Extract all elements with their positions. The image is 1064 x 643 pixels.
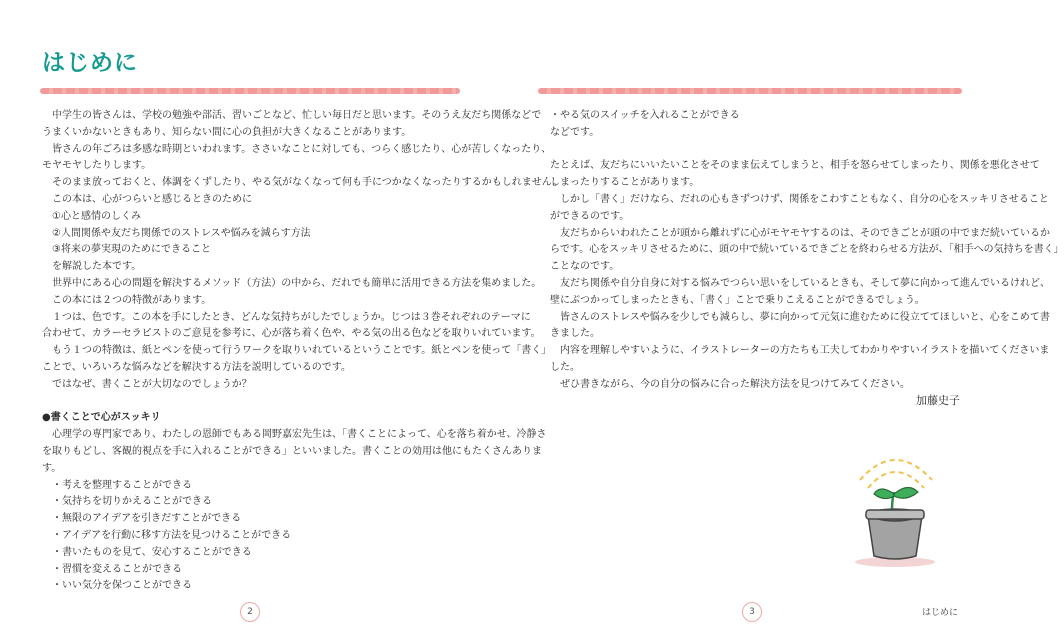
text-line: 壁にぶつかってしまったときも、「書く」ことで乗りこえることができるでしょう。	[550, 294, 925, 306]
bullet-item: ・無限のアイデアを引きだすことができる	[52, 513, 242, 525]
text-line: この本には２つの特徴があります。	[52, 294, 212, 306]
text-line: 皆さんのストレスや悩みを少しでも減らし、夢に向かって元気に進むために役立ててほしいと、心をこめて書	[560, 311, 1050, 323]
text-line: たとえば、友だちにいいたいことをそのまま伝えてしまうと、相手を怒らせてしまったり、関係を悪化させて	[550, 160, 1040, 172]
text-line: を解説した本です。	[52, 261, 142, 273]
text-line: しかし「書く」だけなら、だれの心もきずつけず、関係をこわすこともなく、自分の心をスッキリさせること	[560, 193, 1049, 205]
right-body-text	[550, 108, 1064, 394]
right-page	[500, 0, 1064, 643]
text-line: 中学生の皆さんは、学校の勉強や部活、習いごとなど、忙しい毎日だと思います。そのうえ友だち関係などで	[52, 110, 542, 121]
bullet-item: ・やる気のスイッチを入れることができる	[550, 110, 740, 121]
text-line: などです。	[550, 126, 600, 138]
bullet-item: ・気持ちを切りかえることができる	[52, 496, 212, 508]
text-line: す。	[42, 462, 62, 474]
text-line: を取りもどし、客観的視点を手に入れることができる」といいました。書くことの効用は他にもたくさんありま	[42, 445, 542, 457]
text-line: 皆さんの年ごろは多感な時期といわれます。ささいなことに対しても、つらく感じたり、心が苦しくなったり、	[52, 143, 552, 155]
author-name: 加藤史子	[916, 394, 960, 407]
text-line: もう１つの特徴は、紙とペンを使って行うワークを取りいれているということです。紙とペンを使って「書く」	[52, 345, 552, 357]
bullet-item: ・いい気分を保つことができる	[52, 580, 192, 592]
blank-line	[42, 394, 462, 411]
text-line: 心理学の専門家であり、わたしの恩師でもある岡野嘉宏先生は、「書くことによって、心を落ち着かせ、冷静さ	[52, 429, 547, 441]
text-line: そのまま放っておくと、体調をくずしたり、やる気がなくなって何も手につかなくなったりするかもしれません。	[52, 177, 563, 189]
text-line: した。	[550, 361, 580, 373]
text-line: ことなのです。	[550, 261, 620, 273]
seedling-pot-illustration	[840, 440, 950, 570]
text-line: 合わせて、カラーセラピストのご意見を参考に、心が落ち着く色や、やる気の出る色などを取りいれています。	[42, 328, 541, 340]
decorative-divider	[40, 88, 460, 94]
text-line: モヤモヤしたりします。	[42, 160, 152, 172]
bullet-item: ・アイデアを行動に移す方法を見つけることができる	[52, 529, 292, 541]
text-line: 友だち関係や自分自身に対する悩みでつらい思いをしているときも、そして夢に向かって進んでいるけれど、	[560, 277, 1050, 289]
bullet-item: ・習慣を変えることができる	[52, 563, 182, 575]
text-line: ことで、いろいろな悩みなどを解決する方法を説明しているのです。	[42, 361, 351, 373]
text-line: 友だちからいわれたことが頭から離れずに心がモヤモヤするのは、そのできごとが頭の中でまだ続いているか	[560, 227, 1050, 239]
decorative-divider	[538, 88, 962, 94]
list-item: ③将来の夢実現のためにできること	[52, 244, 211, 256]
text-line: しまったりすることがあります。	[550, 177, 700, 189]
left-body-text	[42, 108, 563, 595]
running-head: はじめに	[921, 608, 958, 618]
blank-line	[550, 142, 966, 159]
text-line: ではなぜ、書くことが大切なのでしょうか？	[52, 378, 252, 390]
text-line: らです。心をスッキリさせるために、頭の中で続いているできごとを終わらせる方法が、「相手への気持ちを書く」	[550, 244, 1064, 256]
text-line: 内容を理解しやすいように、イラストレーターの方たちも工夫してわかりやすいイラストを描いてくださいま	[560, 345, 1050, 357]
section-heading: ●書くことで心がスッキリ	[42, 412, 161, 424]
page-number: 2	[240, 602, 260, 622]
text-line: １つは、色です。この本を手にしたとき、どんな気持ちがしたでしょうか。じつは３巻それぞれのテーマに	[52, 311, 531, 323]
text-line: うまくいかないときもあり、知らない間に心の負担が大きくなることがあります。	[42, 126, 412, 138]
text-line: この本は、心がつらいと感じるときのために	[52, 193, 252, 205]
list-item: ②人間関係や友だち関係でのストレスや悩みを減らす方法	[52, 227, 311, 239]
page-title: はじめに	[42, 50, 138, 76]
page-number: 3	[742, 602, 762, 622]
bullet-item: ・書いたものを見て、安心することができる	[52, 546, 252, 558]
text-line: きました。	[550, 328, 600, 340]
list-item: ①心と感情のしくみ	[52, 210, 141, 222]
text-line: ができるのです。	[550, 210, 630, 222]
bullet-item: ・考えを整理することができる	[52, 479, 192, 491]
text-line: ぜひ書きながら、今の自分の悩みに合った解決方法を見つけてみてください。	[560, 378, 910, 390]
text-line: 世界中にある心の問題を解決するメソッド（方法）の中から、だれでも簡単に活用できる方法を集めました。	[52, 277, 542, 289]
